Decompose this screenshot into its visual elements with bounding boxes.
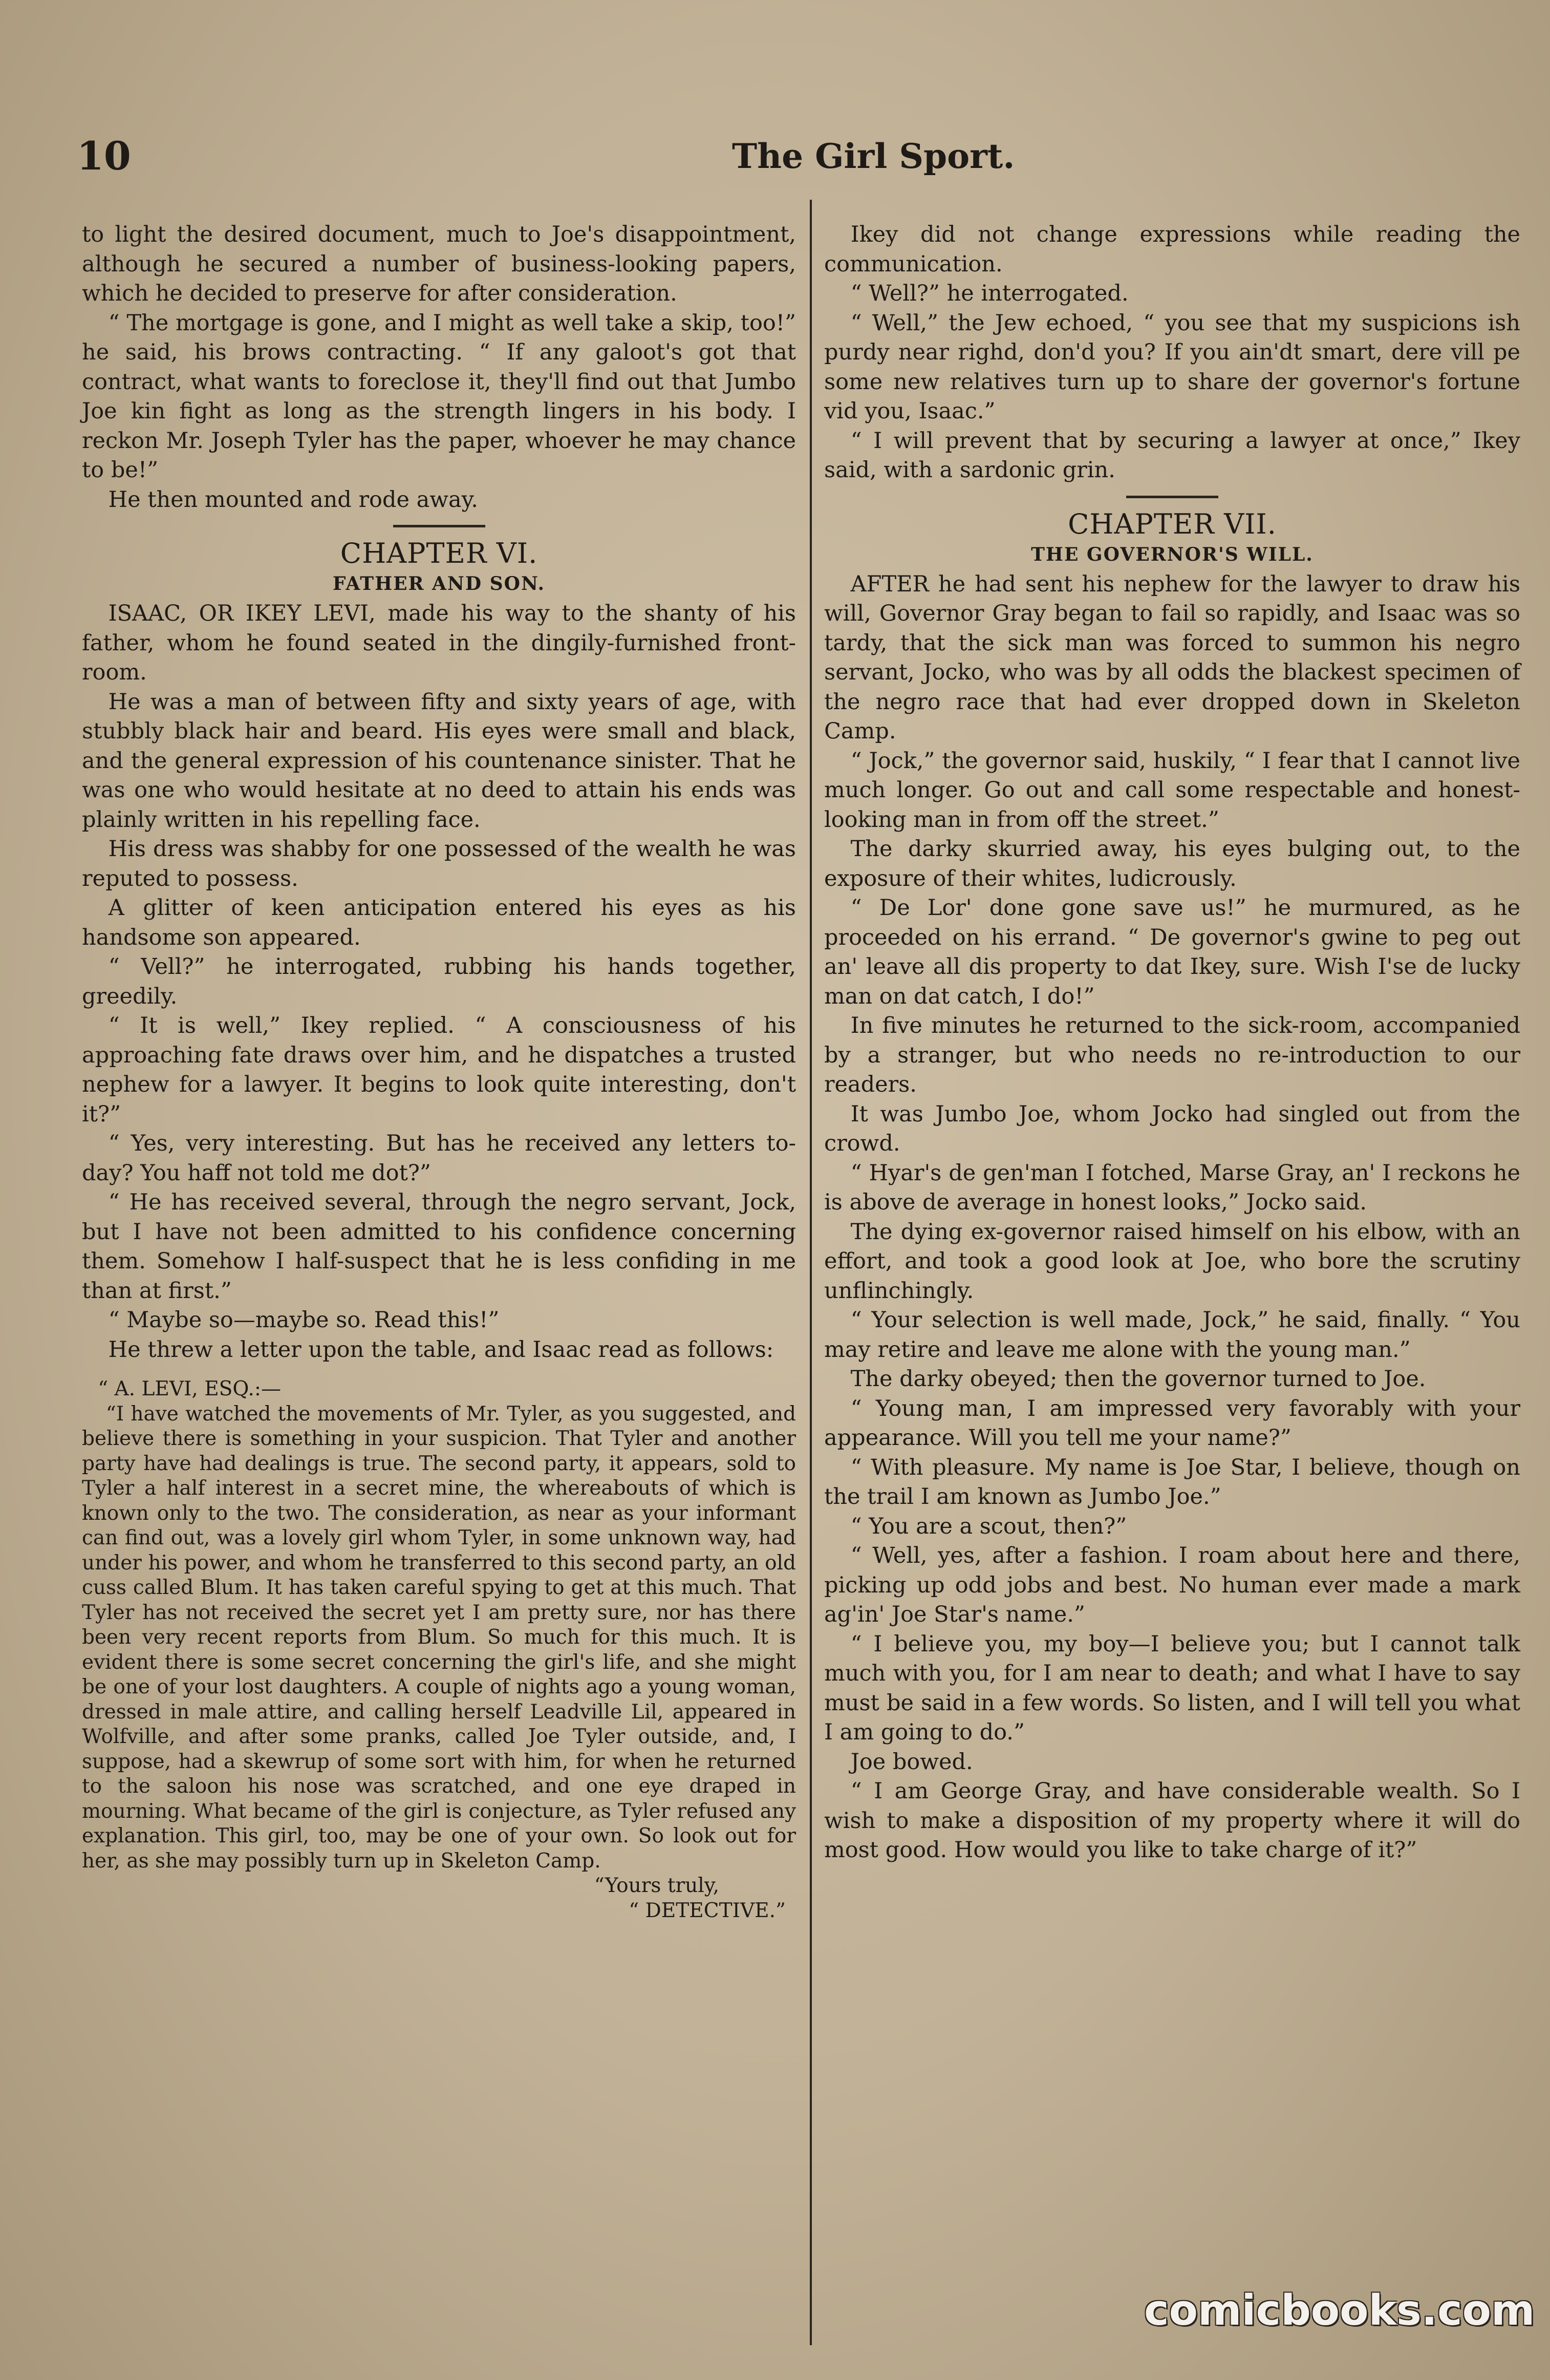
paragraph: “ Your selection is well made, Jock,” he said, finally. “ You may retire and leave me alone with the young man.” — [824, 1307, 1520, 1363]
paragraph: to light the desired document, much to Joe's disappointment, although he secured a number of business-looking papers, which he decided to preserve for after consideration. — [82, 222, 796, 306]
paragraph: “ You are a scout, then?” — [850, 1513, 1127, 1539]
paragraph: “ I believe you, my boy—I believe you; but I cannot talk much with you, for I am near to death; and what I have to say must be said in a few words. So listen, and I will tell you what I am going to do.” — [824, 1631, 1520, 1745]
paragraph: The darky obeyed; then the governor turned to Joe. — [850, 1366, 1426, 1392]
paragraph: He threw a letter upon the table, and Isaac read as follows: — [108, 1336, 774, 1363]
detective-letter — [82, 1377, 796, 1923]
paragraph: AFTER he had sent his nephew for the lawyer to draw his will, Governor Gray began to fail so rapidly, and Isaac was so tardy, that the sick man was forced to summon his negro servant, Jocko, who was by all odds the blackest specimen of the negro race that had ever dropped down in Skeleton Camp. — [824, 571, 1520, 744]
running-title: The Girl Sport. — [732, 136, 1015, 176]
chapter-subtitle: FATHER AND SON. — [332, 573, 546, 594]
letter-signature: “ DETECTIVE.” — [629, 1899, 786, 1922]
paragraph: “ It is well,” Ikey replied. “ A consciousness of his approaching fate draws over him, and he dispatches a trusted nephew for a lawyer. It begins to look quite interesting, don't it?” — [82, 1013, 796, 1127]
paragraph: “ Vell?” he interrogated, rubbing his hands together, greedily. — [82, 954, 796, 1009]
paragraph: “ I will prevent that by securing a lawyer at once,” Ikey said, with a sardonic grin. — [824, 428, 1520, 483]
paragraph: “ De Lor' done gone save us!” he murmured, as he proceeded on his errand. “ De governor's gwine to peg out an' leave all dis property to dat Ikey, sure. Wish I'se de lucky man on dat catch, I do!” — [824, 895, 1520, 1009]
page-header — [77, 128, 1525, 184]
paragraph: The dying ex-governor raised himself on his elbow, with an effort, and took a good look at Joe, who bore the scrutiny unflinchingly. — [824, 1219, 1520, 1304]
section-rule — [393, 525, 485, 527]
paragraph: “ The mortgage is gone, and I might as well take a skip, too!” he said, his brows contracting. “ If any galoot's got that contract, what wants to foreclose it, they'll find out that Jumbo Joe kin fight as long as the strength lingers in his body. I reckon Mr. Joseph Tyler has the paper, whoever he may chance to be!” — [82, 310, 796, 483]
paragraph: A glitter of keen anticipation entered his eyes as his handsome son appeared. — [82, 895, 796, 950]
right-column — [824, 220, 1520, 1865]
column-divider — [810, 200, 812, 2345]
paragraph: The darky skurried away, his eyes bulging out, to the exposure of their whites, ludicrously. — [824, 836, 1520, 891]
paragraph: Joe bowed. — [850, 1749, 973, 1775]
letter-body: “I have watched the movements of Mr. Tyler, as you suggested, and believe there is something in your suspicion. That Tyler and another party have had dealings is true. The second party, it appears, sold to Tyler a half interest in a secret mine, the whereabouts of which is known only to the two. The consideration, as near as your informant can find out, was a lovely girl whom Tyler, in some unknown way, had under his power, and whom he transferred to this second party, an old cuss called Blum. It has taken careful spying to get at this much. That Tyler has not received the secret yet I am pretty sure, nor has there been very recent reports from Blum. So much for this much. It is evident there is some secret concerning the girl's life, and she might be one of your lost daughters. A couple of nights ago a young woman, dressed in male attire, and calling herself Leadville Lil, appeared in Wolfville, and after some pranks, called Joe Tyler outside, and, I suppose, had a skewrup of some sort with him, for when he returned to the saloon his nose was scratched, and one eye draped in mourning. What became of the girl is conjecture, as Tyler refused any explanation. This girl, too, may be one of your own. So look out for her, as she may possibly turn up in Skeleton Camp. — [82, 1402, 796, 1873]
paragraph: “ Yes, very interesting. But has he received any letters to-day? You haff not told me dot?” — [82, 1131, 796, 1186]
section-rule — [1126, 496, 1218, 498]
page-number: 10 — [77, 133, 131, 179]
paragraph: He then mounted and rode away. — [108, 486, 478, 513]
paragraph: “ Well,” the Jew echoed, “ you see that my suspicions ish purdy near righd, don'd you? If you ain'dt smart, dere vill pe some new relatives turn up to share der governor's fortune vid you, Isaac.” — [824, 310, 1520, 424]
left-column — [82, 220, 796, 1923]
paragraph: In five minutes he returned to the sick-room, accompanied by a stranger, but who needs no re-introduction to our readers. — [824, 1013, 1520, 1097]
paragraph: He was a man of between fifty and sixty years of age, with stubbly black hair and beard. His eyes were small and black, and the general expression of his countenance sinister. That he was one who would hesitate at no deed to attain his ends was plainly written in his repelling face. — [82, 689, 796, 833]
paragraph: “ Hyar's de gen'man I fotched, Marse Gray, an' I reckons he is above de average in honest looks,” Jocko said. — [824, 1160, 1520, 1215]
paragraph: “ He has received several, through the negro servant, Jock, but I have not been admitted to his confidence concerning them. Somehow I half-suspect that he is less confiding in me than at first.” — [82, 1189, 796, 1304]
paragraph: It was Jumbo Joe, whom Jocko had singled out from the crowd. — [824, 1101, 1520, 1156]
paragraph: Ikey did not change expressions while reading the communication. — [824, 222, 1520, 277]
paragraph: ISAAC, OR IKEY LEVI, made his way to the shanty of his father, whom he found seated in the dingily-furnished front-room. — [82, 601, 796, 685]
letter-salutation: “ A. LEVI, ESQ.:— — [98, 1377, 281, 1400]
paragraph: “ Jock,” the governor said, huskily, “ I fear that I cannot live much longer. Go out and call some respectable and honest-looking man in from off the street.” — [824, 748, 1520, 833]
paragraph: “ Well?” he interrogated. — [850, 281, 1129, 306]
chapter-subtitle: THE GOVERNOR'S WILL. — [1031, 543, 1314, 565]
site-watermark: comicbooks.com — [1144, 2286, 1535, 2335]
chapter-title: CHAPTER VI. — [340, 537, 538, 569]
paragraph: “ Maybe so—maybe so. Read this!” — [108, 1307, 500, 1333]
paragraph: His dress was shabby for one possessed of the wealth he was reputed to possess. — [82, 836, 796, 891]
paragraph: “ Well, yes, after a fashion. I roam about here and there, picking up odd jobs and best. No human ever made a mark ag'in' Joe Star's name.” — [824, 1543, 1520, 1627]
letter-closing: “Yours truly, — [594, 1874, 719, 1897]
paragraph: “ With pleasure. My name is Joe Star, I believe, though on the trail I am known as Jumbo Joe.” — [824, 1454, 1520, 1510]
paragraph: “ Young man, I am impressed very favorably with your appearance. Will you tell me your name?” — [824, 1395, 1520, 1451]
paragraph: “ I am George Gray, and have considerable wealth. So I wish to make a disposition of my property where it will do most good. How would you like to take charge of it?” — [824, 1778, 1520, 1863]
chapter-title: CHAPTER VII. — [1068, 507, 1277, 540]
